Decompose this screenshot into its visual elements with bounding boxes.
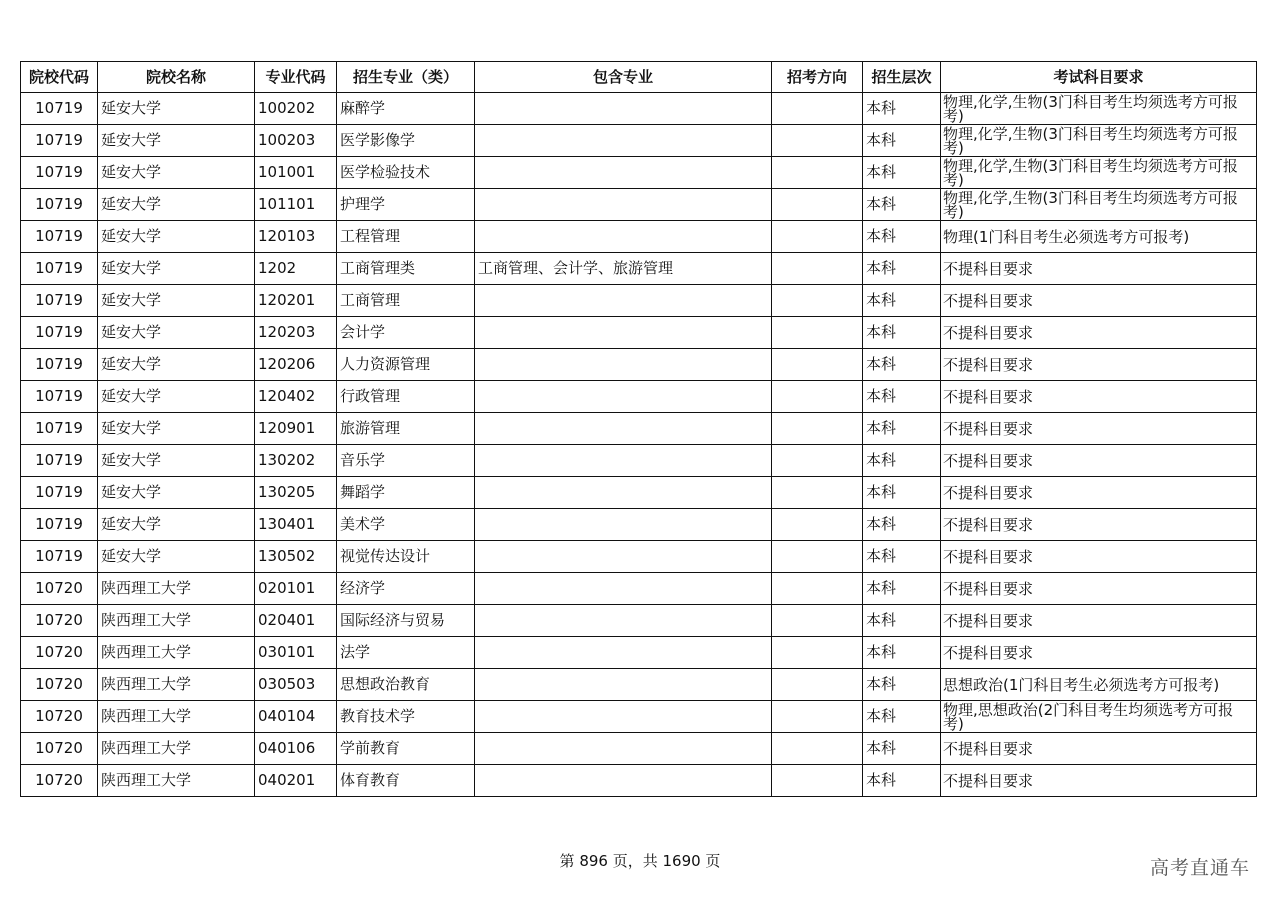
cell-included-majors — [475, 477, 772, 509]
header-direction: 招考方向 — [772, 62, 863, 93]
cell-included-majors — [475, 189, 772, 221]
table-row — [21, 509, 1257, 541]
cell-school-name: 延安大学 — [98, 125, 255, 157]
header-major-code: 专业代码 — [255, 62, 337, 93]
cell-school-code: 10719 — [21, 221, 98, 253]
cell-level: 本科 — [863, 445, 941, 477]
cell-major: 医学影像学 — [337, 125, 475, 157]
cell-school-name: 延安大学 — [98, 157, 255, 189]
cell-school-name: 延安大学 — [98, 189, 255, 221]
cell-level: 本科 — [863, 477, 941, 509]
cell-school-code: 10719 — [21, 317, 98, 349]
cell-direction — [772, 189, 863, 221]
table-row — [21, 733, 1257, 765]
cell-school-name: 延安大学 — [98, 541, 255, 573]
cell-subject-requirement: 思想政治(1门科目考生必须选考方可报考) — [941, 669, 1257, 701]
table-row — [21, 605, 1257, 637]
cell-direction — [772, 477, 863, 509]
cell-school-name: 陕西理工大学 — [98, 701, 255, 733]
table-row — [21, 701, 1257, 733]
cell-included-majors — [475, 285, 772, 317]
cell-included-majors — [475, 573, 772, 605]
table-row — [21, 125, 1257, 157]
admission-table — [20, 61, 1257, 797]
cell-included-majors — [475, 125, 772, 157]
cell-direction — [772, 733, 863, 765]
cell-major-code: 030503 — [255, 669, 337, 701]
cell-direction — [772, 253, 863, 285]
cell-school-name: 延安大学 — [98, 349, 255, 381]
cell-major: 体育教育 — [337, 765, 475, 797]
cell-included-majors — [475, 445, 772, 477]
cell-school-code: 10720 — [21, 733, 98, 765]
cell-included-majors — [475, 637, 772, 669]
cell-major: 法学 — [337, 637, 475, 669]
cell-major: 舞蹈学 — [337, 477, 475, 509]
cell-major-code: 020401 — [255, 605, 337, 637]
cell-major: 经济学 — [337, 573, 475, 605]
cell-level: 本科 — [863, 317, 941, 349]
cell-subject-requirement: 不提科目要求 — [941, 573, 1257, 605]
cell-direction — [772, 285, 863, 317]
cell-major-code: 120901 — [255, 413, 337, 445]
table-row — [21, 189, 1257, 221]
cell-school-code: 10719 — [21, 413, 98, 445]
cell-major-code: 100203 — [255, 125, 337, 157]
cell-level: 本科 — [863, 381, 941, 413]
cell-level: 本科 — [863, 349, 941, 381]
header-school-name: 院校名称 — [98, 62, 255, 93]
cell-subject-requirement: 不提科目要求 — [941, 445, 1257, 477]
cell-major-code: 040106 — [255, 733, 337, 765]
cell-subject-requirement: 不提科目要求 — [941, 509, 1257, 541]
cell-level: 本科 — [863, 189, 941, 221]
table-row — [21, 573, 1257, 605]
cell-subject-requirement: 物理,化学,生物(3门科目考生均须选考方可报考) — [941, 93, 1257, 125]
cell-included-majors — [475, 381, 772, 413]
cell-school-code: 10719 — [21, 349, 98, 381]
cell-school-code: 10719 — [21, 477, 98, 509]
cell-school-code: 10720 — [21, 605, 98, 637]
cell-school-name: 延安大学 — [98, 445, 255, 477]
cell-school-code: 10719 — [21, 125, 98, 157]
cell-major-code: 120201 — [255, 285, 337, 317]
cell-major: 视觉传达设计 — [337, 541, 475, 573]
table-row — [21, 669, 1257, 701]
cell-subject-requirement: 不提科目要求 — [941, 317, 1257, 349]
cell-direction — [772, 125, 863, 157]
cell-school-name: 陕西理工大学 — [98, 733, 255, 765]
cell-level: 本科 — [863, 637, 941, 669]
cell-major-code: 120203 — [255, 317, 337, 349]
cell-direction — [772, 573, 863, 605]
cell-major-code: 020101 — [255, 573, 337, 605]
cell-included-majors — [475, 701, 772, 733]
cell-included-majors: 工商管理、会计学、旅游管理 — [475, 253, 772, 285]
cell-direction — [772, 605, 863, 637]
table-row — [21, 253, 1257, 285]
cell-level: 本科 — [863, 253, 941, 285]
cell-direction — [772, 221, 863, 253]
cell-level: 本科 — [863, 701, 941, 733]
cell-major: 思想政治教育 — [337, 669, 475, 701]
cell-major: 会计学 — [337, 317, 475, 349]
cell-included-majors — [475, 541, 772, 573]
cell-included-majors — [475, 157, 772, 189]
cell-school-name: 陕西理工大学 — [98, 637, 255, 669]
cell-included-majors — [475, 669, 772, 701]
cell-major-code: 1202 — [255, 253, 337, 285]
cell-major: 医学检验技术 — [337, 157, 475, 189]
cell-major: 学前教育 — [337, 733, 475, 765]
cell-school-code: 10720 — [21, 765, 98, 797]
cell-direction — [772, 541, 863, 573]
cell-level: 本科 — [863, 605, 941, 637]
cell-major-code: 101001 — [255, 157, 337, 189]
cell-included-majors — [475, 509, 772, 541]
cell-subject-requirement: 不提科目要求 — [941, 349, 1257, 381]
cell-subject-requirement: 不提科目要求 — [941, 285, 1257, 317]
cell-major: 旅游管理 — [337, 413, 475, 445]
cell-level: 本科 — [863, 221, 941, 253]
cell-subject-requirement: 不提科目要求 — [941, 541, 1257, 573]
table-row — [21, 317, 1257, 349]
header-included-majors: 包含专业 — [475, 62, 772, 93]
cell-school-code: 10719 — [21, 189, 98, 221]
cell-major-code: 101101 — [255, 189, 337, 221]
cell-major: 工商管理类 — [337, 253, 475, 285]
cell-school-code: 10720 — [21, 701, 98, 733]
cell-level: 本科 — [863, 157, 941, 189]
cell-major: 护理学 — [337, 189, 475, 221]
table-row — [21, 285, 1257, 317]
cell-level: 本科 — [863, 285, 941, 317]
table-row — [21, 413, 1257, 445]
cell-included-majors — [475, 317, 772, 349]
cell-major: 国际经济与贸易 — [337, 605, 475, 637]
cell-level: 本科 — [863, 93, 941, 125]
cell-major-code: 030101 — [255, 637, 337, 669]
cell-included-majors — [475, 605, 772, 637]
cell-school-name: 延安大学 — [98, 477, 255, 509]
page-number: 第 896 页，共 1690 页 — [559, 852, 721, 870]
cell-major: 行政管理 — [337, 381, 475, 413]
table-row — [21, 445, 1257, 477]
cell-major: 工商管理 — [337, 285, 475, 317]
cell-direction — [772, 157, 863, 189]
cell-included-majors — [475, 733, 772, 765]
header-level: 招生层次 — [863, 62, 941, 93]
cell-included-majors — [475, 221, 772, 253]
cell-school-name: 延安大学 — [98, 317, 255, 349]
cell-subject-requirement: 物理,化学,生物(3门科目考生均须选考方可报考) — [941, 125, 1257, 157]
header-major: 招生专业（类） — [337, 62, 475, 93]
cell-major-code: 130205 — [255, 477, 337, 509]
cell-major-code: 040201 — [255, 765, 337, 797]
cell-direction — [772, 349, 863, 381]
cell-major: 人力资源管理 — [337, 349, 475, 381]
cell-major-code: 130202 — [255, 445, 337, 477]
table-row — [21, 381, 1257, 413]
cell-major-code: 120103 — [255, 221, 337, 253]
table-row — [21, 541, 1257, 573]
cell-major-code: 100202 — [255, 93, 337, 125]
table-row — [21, 765, 1257, 797]
cell-major-code: 130401 — [255, 509, 337, 541]
cell-school-name: 延安大学 — [98, 509, 255, 541]
cell-school-name: 延安大学 — [98, 413, 255, 445]
cell-major: 美术学 — [337, 509, 475, 541]
cell-school-code: 10719 — [21, 381, 98, 413]
cell-direction — [772, 413, 863, 445]
cell-major-code: 040104 — [255, 701, 337, 733]
cell-school-name: 陕西理工大学 — [98, 669, 255, 701]
header-subject-requirement: 考试科目要求 — [941, 62, 1257, 93]
cell-school-name: 延安大学 — [98, 285, 255, 317]
table-row — [21, 637, 1257, 669]
cell-subject-requirement: 不提科目要求 — [941, 637, 1257, 669]
cell-direction — [772, 701, 863, 733]
cell-subject-requirement: 物理(1门科目考生必须选考方可报考) — [941, 221, 1257, 253]
cell-direction — [772, 637, 863, 669]
cell-school-name: 延安大学 — [98, 381, 255, 413]
cell-level: 本科 — [863, 509, 941, 541]
cell-subject-requirement: 物理,化学,生物(3门科目考生均须选考方可报考) — [941, 157, 1257, 189]
cell-school-code: 10720 — [21, 573, 98, 605]
cell-level: 本科 — [863, 413, 941, 445]
cell-subject-requirement: 不提科目要求 — [941, 605, 1257, 637]
cell-subject-requirement: 物理,化学,生物(3门科目考生均须选考方可报考) — [941, 189, 1257, 221]
table-row — [21, 157, 1257, 189]
header-row — [21, 62, 1257, 93]
cell-school-name: 陕西理工大学 — [98, 605, 255, 637]
header-school-code: 院校代码 — [21, 62, 98, 93]
cell-school-name: 延安大学 — [98, 221, 255, 253]
cell-subject-requirement: 不提科目要求 — [941, 477, 1257, 509]
cell-direction — [772, 93, 863, 125]
table-row — [21, 349, 1257, 381]
cell-subject-requirement: 不提科目要求 — [941, 381, 1257, 413]
cell-direction — [772, 669, 863, 701]
cell-included-majors — [475, 349, 772, 381]
cell-major: 工程管理 — [337, 221, 475, 253]
cell-subject-requirement: 不提科目要求 — [941, 765, 1257, 797]
cell-major-code: 120206 — [255, 349, 337, 381]
table-row — [21, 221, 1257, 253]
cell-school-code: 10719 — [21, 157, 98, 189]
cell-school-name: 陕西理工大学 — [98, 765, 255, 797]
cell-included-majors — [475, 93, 772, 125]
cell-school-code: 10719 — [21, 93, 98, 125]
cell-included-majors — [475, 413, 772, 445]
cell-major-code: 120402 — [255, 381, 337, 413]
cell-major: 麻醉学 — [337, 93, 475, 125]
cell-major-code: 130502 — [255, 541, 337, 573]
cell-major: 音乐学 — [337, 445, 475, 477]
cell-direction — [772, 765, 863, 797]
cell-school-code: 10719 — [21, 253, 98, 285]
cell-level: 本科 — [863, 765, 941, 797]
cell-school-name: 陕西理工大学 — [98, 573, 255, 605]
cell-direction — [772, 381, 863, 413]
cell-level: 本科 — [863, 669, 941, 701]
watermark: 高考直通车 — [1149, 857, 1250, 879]
cell-major: 教育技术学 — [337, 701, 475, 733]
cell-school-code: 10719 — [21, 509, 98, 541]
cell-school-name: 延安大学 — [98, 253, 255, 285]
cell-school-name: 延安大学 — [98, 93, 255, 125]
cell-included-majors — [475, 765, 772, 797]
cell-level: 本科 — [863, 541, 941, 573]
table-row — [21, 93, 1257, 125]
cell-school-code: 10719 — [21, 285, 98, 317]
cell-level: 本科 — [863, 733, 941, 765]
cell-subject-requirement: 物理,思想政治(2门科目考生均须选考方可报考) — [941, 701, 1257, 733]
cell-level: 本科 — [863, 573, 941, 605]
cell-direction — [772, 509, 863, 541]
cell-school-code: 10720 — [21, 637, 98, 669]
cell-subject-requirement: 不提科目要求 — [941, 733, 1257, 765]
table-row — [21, 477, 1257, 509]
cell-school-code: 10720 — [21, 669, 98, 701]
cell-subject-requirement: 不提科目要求 — [941, 253, 1257, 285]
cell-direction — [772, 445, 863, 477]
cell-direction — [772, 317, 863, 349]
cell-school-code: 10719 — [21, 541, 98, 573]
cell-level: 本科 — [863, 125, 941, 157]
cell-school-code: 10719 — [21, 445, 98, 477]
cell-subject-requirement: 不提科目要求 — [941, 413, 1257, 445]
